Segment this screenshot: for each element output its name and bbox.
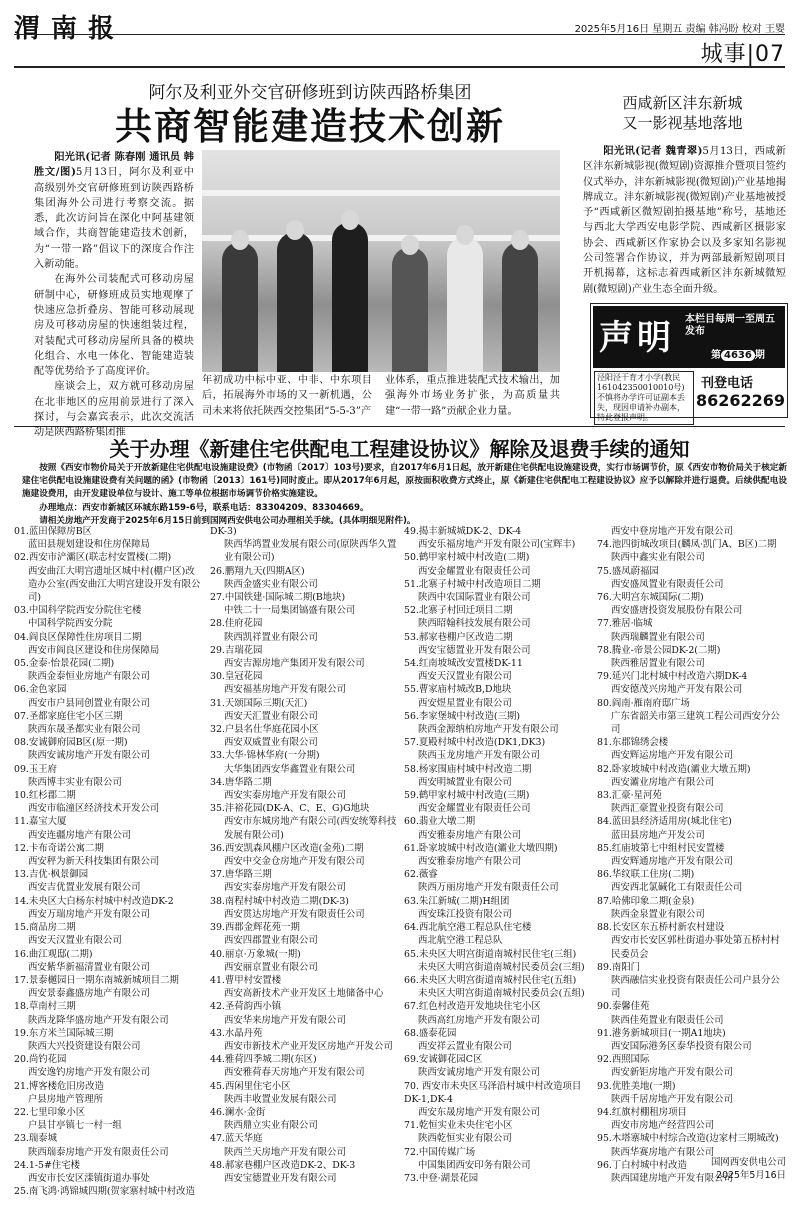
header-rule-bottom <box>14 66 785 68</box>
project-name: DK-3) <box>210 526 237 537</box>
project-developer: 西安景泰鑫盛房地产有限公司 <box>28 988 150 1000</box>
section-rule <box>14 426 785 427</box>
project-developer: 西安四郡置业有限公司 <box>224 935 318 947</box>
project-developer: 西安紫华新福清置业有限公司 <box>28 961 150 973</box>
project-name: 09.玉王府 <box>14 763 58 775</box>
photo-figure-head <box>231 230 249 250</box>
project-name: 81.东郡锦绣会楼 <box>597 737 669 749</box>
project-developer: 陕西大兴投资建设有限公司 <box>28 1040 141 1052</box>
project-name: 55.曹家庙村城改B,D地块 <box>404 684 512 696</box>
project-name: 95.木塔寨城中村综合改造(边家村三期城改) <box>597 1133 779 1145</box>
project-name: 41.曹甲村安置楼 <box>210 974 282 986</box>
project-name: 43.水晶丹苑 <box>210 1027 263 1039</box>
project-developer: 陕西博丰实业有限公司 <box>28 776 122 788</box>
project-name: 79.延兴门北村城中村改造六期DK-4 <box>597 671 748 683</box>
project-name: 16.曲江观邸(二期) <box>14 948 93 960</box>
project-name: 39.西郡金辉花苑一期 <box>210 922 300 934</box>
project-name: 40.丽京·万象城(一期) <box>210 948 301 960</box>
project-name: 37.唐华路三期 <box>210 869 272 881</box>
project-developer: 户县甘亭镇七一村一组 <box>28 1120 122 1132</box>
project-developer: 陕西国建房地产开发有限公司 <box>611 1172 733 1184</box>
project-developer: 西安金耀置业有限责任公司 <box>418 565 531 577</box>
project-developer: 陕西雅居置业有限公司 <box>611 658 705 670</box>
project-developer: 西安吉源房地产集团开发有限公司 <box>224 658 365 670</box>
project-name: 33.大华·锦林华府(一分期) <box>210 750 320 762</box>
project-developer: 西安贯达房地产开发有限责任公司 <box>224 908 365 920</box>
project-name: 38.南程村城中村改造二期(DK-3) <box>210 895 349 907</box>
article1-paragraph: 在海外公司装配式可移动房屋研制中心，研修班成员实地观摩了快速应急折叠房、智能可移动展现房及可移动房屋的快速组装过程，对装配式可移动房屋所具备的模块化组合、水电一体化、智能建造装配等优势给予了高度评价。 <box>34 274 194 378</box>
project-name: 72.中国传媒广场 <box>404 1146 476 1158</box>
project-developer: 西安宝德置业开发有限公司 <box>418 644 531 656</box>
project-name: 47.蓝天华庭 <box>210 1133 263 1145</box>
project-developer: 西安西北氯碱化工有限责任公司 <box>611 882 743 894</box>
project-developer: 西安双威置业有限公司 <box>224 737 318 749</box>
project-name: 11.嘉宝大厦 <box>14 816 67 828</box>
project-developer: 陕西鼎立实业有限公司 <box>224 1120 318 1132</box>
project-name: 01.蓝田保障房B区 <box>14 526 93 537</box>
project-developer: 陕西中鑫实业有限公司 <box>611 552 705 564</box>
project-name: 85.红庙坡第七中组村民安置楼 <box>597 842 725 854</box>
photo-figure-head <box>511 230 529 250</box>
article3-intro-paragraph: 办理地点：西安市新城区环城东路159-6号，联系电话：83304209、83304669。 <box>39 502 369 513</box>
project-name: 82.卧家坡城中村改造(灞业大墩五期) <box>597 763 751 775</box>
project-name: 14.未央区大白杨东村城中村改造DK-2 <box>14 895 174 907</box>
project-name: 42.圣荷韵西小镇 <box>210 1001 282 1013</box>
project-developer: 西安德茂兴房地产开发有限公司 <box>611 684 743 696</box>
project-name: 17.景泰樾园日一期东南城新城项目二期 <box>14 974 179 986</box>
article2-byline: 阳光讯(记者 魏青翠) <box>603 145 703 157</box>
project-developer: 西安天汉置业有限公司 <box>28 935 122 947</box>
section-label: 城事|07 <box>700 42 785 67</box>
project-name: 88.长安区东五桥村新农村建设 <box>597 922 725 934</box>
project-developer: 西安乐福房地产开发有限公司(宝辉丰) <box>418 539 576 551</box>
project-name: 96.丁白村城中村改造 <box>597 1159 687 1171</box>
project-developer: 陕西中农国际置业有限公司 <box>418 592 531 604</box>
project-name: 07.圣都家庭住宅小区三期 <box>14 710 123 722</box>
project-name: 08.安诚御府园B区(原一期) <box>14 737 128 749</box>
project-name: 44.雅荷四季城二期(东区) <box>210 1054 317 1066</box>
project-name: 26.鹏翔九天(四期A区) <box>210 565 305 577</box>
project-name: 54.红南坡城改安置楼DK-11 <box>404 658 523 670</box>
photo-shelf <box>202 235 560 241</box>
project-developer: 陕西瑞泰房地产开发有限责任公司 <box>28 1146 169 1158</box>
project-developer: 西安雅泰房地产有限公司 <box>418 856 522 868</box>
project-name: 34.唐华路二期 <box>210 776 272 788</box>
project-developer: 西安新钜房地产开发有限公司 <box>611 1067 733 1079</box>
project-name: 83.汇豪·星河苑 <box>597 790 662 802</box>
project-name: 74.池四街城改项目(麟凤·凯门A、B区)二期 <box>597 539 777 551</box>
article1-headline: 共商智能建造技术创新 <box>115 105 505 148</box>
project-developer: 西安辉通房地产开发有限公司 <box>611 856 733 868</box>
project-name: 76.大明宫东城国际(二期) <box>597 592 704 604</box>
project-name: 56.李家堡城中村改造(三期) <box>404 710 520 722</box>
project-name: 91.港务新城项目(一期A1地块) <box>597 1027 726 1039</box>
project-developer: 陕西凯祥置业有限公司 <box>224 631 318 643</box>
masthead <box>0 0 799 70</box>
project-developer: 西安雅荷春天房地产开发有限公司 <box>224 1067 365 1079</box>
project-name: 59.鹤甲家村城中村改造(三期) <box>404 790 530 802</box>
project-name: 29.吉瑞花园 <box>210 644 263 656</box>
project-name: 75.盛凤蔚福园 <box>597 565 659 577</box>
project-name: 78.腾业-帝景公园DK-2(二期) <box>597 644 721 656</box>
project-developer: 陕西龙降华盛房地产开发有限公司 <box>28 1014 169 1026</box>
project-developer: 广东省韶关市第三建筑工程公司西安分公司 <box>611 710 780 736</box>
project-developer: 西安天汇置业有限公司 <box>224 710 318 722</box>
project-developer: 西安市阎良区建设和住房保障局 <box>28 644 160 656</box>
project-name: 27.中国铁建·国际城二期(B地块) <box>210 592 346 604</box>
article3-intro-paragraph: 请相关房地产开发商于2025年6月15日前到国网西安供电公司办理相关手续。(具体明细见附件)。 <box>39 515 416 526</box>
notice-phone-number: 86262269 <box>696 391 786 410</box>
project-name: 60.翡业大墩二期 <box>404 816 476 828</box>
article1-paragraph: 阳光讯(记者 陈春刚 通讯员 韩胜文/图)5月13日，阿尔及利亚中高级别外交官研修班到访陕西路桥集团海外公司进行考察交流。据悉，此次访问旨在深化中阿基建领域合作，共商智能建造技术创新，为“一带一路”倡议下的深度合作注入新动能。 <box>34 151 194 271</box>
project-developer: 陕西兰天房地产开发有限公司 <box>224 1146 346 1158</box>
project-developer: 陕西瑞麟置业有限公司 <box>611 631 705 643</box>
project-name: 92.西照国际 <box>597 1054 650 1066</box>
project-developer: 陕西华赛房地产有限公司 <box>611 1146 715 1158</box>
article2-body <box>583 144 786 299</box>
photo-figure <box>332 222 368 372</box>
project-developer: 陕西金泉置业有限公司 <box>611 908 705 920</box>
project-developer: 西安盛唐投资发展股份有限公司 <box>611 605 743 617</box>
project-developer: 西安中交金仓房地产开发有限公司 <box>224 856 365 868</box>
photo-shelf <box>202 190 560 196</box>
notice-word: 声明 <box>599 318 675 358</box>
project-name: 31.天颂国际三期(天汇) <box>210 697 308 709</box>
project-name: 66.未央区大明宫街道南城村民住宅(五组) <box>404 974 577 986</box>
project-name: 73.中登·湖景花园 <box>404 1172 479 1184</box>
project-name: 58.杨家围庙村城中村改造二期 <box>404 763 532 775</box>
project-developer: 西安祥云置业有限公司 <box>418 1040 512 1052</box>
project-developer: 中国科学院西安分院 <box>28 618 113 630</box>
project-developer: 未央区大明宫街道南城村民委员会(三组) <box>418 961 585 973</box>
project-developer: 户县房地产管理所 <box>28 1093 104 1105</box>
project-developer: 西安宝德置业开发有限公司 <box>224 1172 337 1184</box>
project-developer: 蓝田县规划建设和住房保障局 <box>28 539 150 551</box>
project-developer: 西安灞业房地产有限公司 <box>611 776 715 788</box>
project-developer: 陕西高红房地产开发有限公司 <box>418 1014 540 1026</box>
project-developer: 西安市户县同创置业有限公司 <box>28 697 150 709</box>
article2-paragraph: 阳光讯(记者 魏青翠)5月13日，西咸新区沣东新城影视(微短剧)资源推介暨项目签约仪式举办，沣东新城影视(微短剧)产业基地揭牌成立。沣东新城影视(微短剧)产业基地被授予“西咸新区微短剧拍摄基地”称号，基地还与西北大学西安电影学院、西咸新区摄影家协会、西咸新区作家协会以及多家知名影视公司签署合作协议，并为两部最新短剧项目开机揭幕，这标志着西咸新区沣东新城微短剧(微短剧)产业生态全面升级。 <box>583 145 786 295</box>
project-developer: 西安福基房地产开发有限公司 <box>224 684 346 696</box>
project-developer: 陕西金盛实业有限公司 <box>224 578 318 590</box>
article1-column <box>385 373 560 417</box>
project-developer: 西安辉运房地产开发有限公司 <box>611 750 733 762</box>
project-developer: 西安明城置业有限公司 <box>418 776 512 788</box>
signature-org: 国网西安供电公司 <box>710 1157 786 1168</box>
project-developer: 西安煜星置业有限公司 <box>418 697 512 709</box>
notice-issue: 第 4636 期 <box>711 350 765 361</box>
project-name: 32.户县名仕华庭花园小区 <box>210 724 319 736</box>
notice-signature <box>650 1156 786 1182</box>
notice-schedule: 本栏目每周一至周五发布 <box>685 314 775 337</box>
project-name: 69.安诚御花园C区 <box>404 1054 483 1066</box>
project-developer: 西安秤为新天科技集团有限公司 <box>28 856 160 868</box>
project-developer: 西安高新技术产业开发区土地储备中心 <box>224 988 384 1000</box>
project-name: 67.红色村改造开发地块住宅小区 <box>404 1001 541 1013</box>
project-developer: 陕西华鸿置业发展有限公司(原陕西华久置业有限公司) <box>224 539 397 564</box>
project-name: 30.皇冠花园 <box>210 671 263 683</box>
project-developer: 西安实泰房地产开发有限公司 <box>224 882 346 894</box>
project-list-column <box>14 525 204 1198</box>
project-developer: 西安珠江投资有限公司 <box>418 908 512 920</box>
project-developer: 陕西安诚房地产开发有限公司 <box>28 750 150 762</box>
project-name: 62.薇睿 <box>404 869 438 881</box>
photo-figure <box>502 242 538 372</box>
project-developer: 西安盛凤置业有限责任公司 <box>611 578 724 590</box>
project-developer: 陕西汇豪置业投资有限公司 <box>611 803 724 815</box>
article1-photo <box>202 150 560 372</box>
article2-headline <box>580 93 785 133</box>
project-name: 06.金色家园 <box>14 684 67 696</box>
photo-figure-head <box>341 210 359 230</box>
project-name: 87.哈佛印象二期(金泉) <box>597 895 695 907</box>
project-name: 02.西安市浐灞区(联志村安置楼(二期) <box>14 552 172 564</box>
project-developer: 西安连疆房地产有限公司 <box>28 829 132 841</box>
photo-figure <box>222 242 258 372</box>
project-developer: 西北航空港工程总队 <box>418 935 503 947</box>
project-name: 12.卡布奇诺公寓二期 <box>14 842 104 854</box>
project-name: 52.北寨子村回迁项目二期 <box>404 605 513 617</box>
project-name: 36.西安凯森风棚户区改造(金苑)二期 <box>210 842 364 854</box>
project-name: 65.未央区大明宫街道南城村民住宅(三组) <box>404 948 577 960</box>
project-name: 25.南飞鸿·鸿锦城四期(贺家寨村城中村改造 <box>14 1186 195 1198</box>
article1-paragraph: 座谈会上，双方就可移动房屋在北非地区的应用前景进行了深入探讨，与会嘉宾表示，此次交流活动是陕西路桥集团推 <box>34 381 194 439</box>
photo-figure-head <box>456 225 474 245</box>
project-name: 94.红旗村棚租房项目 <box>597 1106 687 1118</box>
project-developer: 陕西安诚房地产开发有限公司 <box>418 1067 540 1079</box>
project-name: 68.盛泰花园 <box>404 1027 457 1039</box>
project-developer: 陕西佳苑置业有限责任公司 <box>611 1014 724 1026</box>
project-developer: 中铁二十一局集团镐盛有限公司 <box>224 605 356 617</box>
project-developer: 西安天汉置业有限公司 <box>418 671 512 683</box>
notice-phone-label: 刊登电话 <box>701 376 754 391</box>
project-developer: 西安丽京置业有限公司 <box>224 961 318 973</box>
project-developer: 西安逸钓房地产开发有限公司 <box>28 1067 150 1079</box>
project-developer: 陕西丰收置业发展有限公司 <box>224 1093 337 1105</box>
project-developer: 西安市东城房地产有限公司(西安统筹科技发展有限公司) <box>224 816 397 841</box>
signature-date: 2025年5月16日 <box>716 1170 786 1181</box>
project-name: 53.郝家巷棚户区改造二期 <box>404 631 513 643</box>
project-developer: 西安金耀置业有限责任公司 <box>418 803 531 815</box>
photo-figure-head <box>401 235 419 255</box>
newspaper-logo: 渭 南 报 <box>14 14 116 44</box>
article3-intro <box>22 462 787 528</box>
project-name: 21.博客楼危旧房改造 <box>14 1080 104 1092</box>
article3-headline: 关于办理《新建住宅供配电工程建设协议》解除及退费手续的通知 <box>109 437 690 461</box>
header-rule <box>14 34 785 35</box>
project-list-column <box>210 525 400 1185</box>
project-name: 70. 西安市未央区马泽沿村城中村改造项目DK-1,DK-4 <box>404 1080 582 1105</box>
project-list-column <box>597 525 787 1185</box>
project-name: 23.瑞泰城 <box>14 1133 58 1145</box>
project-name: 48.郝家巷棚户区改造DK-2、DK-3 <box>210 1159 356 1171</box>
project-name: 71.乾恒实业未央住宅小区 <box>404 1120 513 1132</box>
article1-column <box>202 373 372 417</box>
project-developer: 陕西千居房地产开发有限公司 <box>611 1093 733 1105</box>
project-name: 93.优胜美地(一期) <box>597 1080 676 1092</box>
article2-headline-line: 西咸新区沣东新城 <box>622 94 743 112</box>
article1-column <box>34 150 194 439</box>
project-name: 35.沣裕花园(DK-A、C、E、G)G地块 <box>210 803 370 815</box>
project-name: 61.卧家坡城中村改造(灞业大墩四期) <box>404 842 558 854</box>
project-name: 64.西北航空港工程总队住宅楼 <box>404 922 532 934</box>
project-developer: 陕西万丽房地产开发有限责任公司 <box>418 882 559 894</box>
project-developer: 蓝田县房地产开发公司 <box>611 829 705 841</box>
project-developer: 西安万瑞房地产开发有限公司 <box>28 908 150 920</box>
project-name: 15.商品房二期 <box>14 922 76 934</box>
project-name: 19.东方米兰国际城三期 <box>14 1027 114 1039</box>
article1-paragraph: 年初成功中标中亚、中非、中东项目后，拓展海外市场的又一新机遇，公司未来将依托陕西交控集团“5-5-3”产 <box>202 375 372 417</box>
project-developer: 西安雅泰房地产有限公司 <box>418 829 522 841</box>
project-developer: 陕西玉龙房地产开发有限公司 <box>418 750 540 762</box>
project-developer: 陕西金源纳柏房地产开发有限公司 <box>418 724 559 736</box>
project-name: 20.尚钓花园 <box>14 1054 67 1066</box>
notice-item: 泾阳泾干育才小学(教民161042350010010号)不慎将办学许可证副本丢失，现因申请补办副本，特此登报声明。 <box>594 371 694 425</box>
project-name: 89.南阳门 <box>597 961 641 973</box>
project-developer: 陕西东晟圣都实业有限公司 <box>28 724 141 736</box>
project-name: 22.七里印象小区 <box>14 1106 86 1118</box>
project-developer: 西安东晟房地产开发有限公司 <box>418 1106 540 1118</box>
photo-figure <box>392 247 428 372</box>
project-developer: 西安市长安区郭杜街道办事处第五桥村村民委员会 <box>611 935 780 960</box>
article1-byline: 阳光讯(记者 陈春刚 通讯员 韩胜文/图) <box>34 151 194 179</box>
project-name: 86.华纹联工住房(二期) <box>597 869 695 881</box>
project-developer: 陕西融信实业投资有限责任公司户县分公司 <box>611 974 780 1000</box>
project-developer: 西安曲江大明宫遗址区城中村(棚户区)改造办公室(西安曲江大明宫建设开发有限公司) <box>28 565 201 604</box>
notice-banner <box>593 306 785 368</box>
project-name: 45.西闲里住宅小区 <box>210 1080 291 1092</box>
project-developer: 陕西金泰恒业房地产有限公司 <box>28 671 150 683</box>
project-name: 51.北寨子村城中村改造项目二期 <box>404 578 541 590</box>
project-name: 77.雅居·临城 <box>597 618 653 630</box>
project-developer: 西安吉优置业发展有限公司 <box>28 882 141 894</box>
project-name: 13.吉优·枫景御园 <box>14 869 89 881</box>
article2-headline-line: 又一影视基地落地 <box>622 114 743 132</box>
dateline: 2025年5月16日 星期五 责编 韩冯盼 校对 王婴 <box>574 24 785 35</box>
photo-figure-head <box>286 220 304 240</box>
photo-figure <box>447 237 483 372</box>
project-list-column <box>404 525 594 1185</box>
project-name: 18.草南村三期 <box>14 1001 76 1013</box>
project-name: 63.朱江新城(二期)H组团 <box>404 895 510 907</box>
project-developer: 西安实泰房地产开发有限公司 <box>224 790 346 802</box>
project-name: 84.蓝田县经济适用房(城北住宅) <box>597 816 732 828</box>
project-name: 04.阎良区保障性住房项目二期 <box>14 631 142 643</box>
article1-kicker: 阿尔及利亚外交官研修班到访陕西路桥集团 <box>148 83 472 103</box>
project-name: 24.1-5#住宅楼 <box>14 1159 80 1171</box>
article1-paragraph: 业体系，重点推进装配式技术输出，加强海外市场业务扩张，为高质量共建“一带一路”贡献企业力量。 <box>385 375 560 417</box>
project-developer: 西安国际港务区泰华投资有限公司 <box>611 1040 752 1052</box>
project-developer: 西安市新技术产业开发区房地产开发公司 <box>224 1040 393 1052</box>
project-developer: 中国集团西安印务有限公司 <box>418 1159 531 1171</box>
project-developer: 西安市长安区滦镇街道办事处 <box>28 1172 150 1184</box>
project-name: 50.鹤甲家村城中村改造(二期) <box>404 552 530 564</box>
project-developer: 陕西昭翰科技发展有限公司 <box>418 618 531 630</box>
project-developer: 西安市临潼区经济技术开发公司 <box>28 803 160 815</box>
article3-intro-paragraph: 按照《西安市物价局关于开放新建住宅供配电设施建设费》(市物函〔2017〕103号)要求，自2017年6月1日起，放开新建住宅供配电设施建设费，实行市场调节价，原《西安市物价局关于核定新建住宅供配电设施建设费有关问题的函》(市物函〔2013〕161号)同时废止。即从2017年6月起，原按面积收费方式终止，原《新建住宅供配电工程建设协议》应予以解除并进行退费。后续供配电设施建设费用，由开发建设单位与设计、施工等单位根据市场调节价格实施建设。 <box>22 463 787 500</box>
project-developer: 陕西乾恒实业有限公司 <box>418 1133 512 1145</box>
project-name: 05.金泰·怡景花园(二期) <box>14 658 115 670</box>
project-name: 57.夏殿村城中村改造(DK1,DK3) <box>404 737 546 749</box>
project-name: 03.中国科学院西安分院住宅楼 <box>14 605 142 617</box>
project-developer: 西安市房地产经营四公司 <box>611 1120 715 1132</box>
notice-issue-number: 4636 <box>721 350 755 361</box>
project-developer: 未央区大明宫街道南城村民委员会(五组) <box>418 988 585 1000</box>
project-name: 90.泰馨佳苑 <box>597 1001 650 1013</box>
project-developer: 西安中登房地产开发有限公司 <box>611 526 733 537</box>
project-name: 80.阎南·雁南府邸广场 <box>597 697 690 709</box>
project-developer: 西安华来房地产开发有限公司 <box>224 1014 346 1026</box>
project-name: 49.揭丰新城城DK-2、DK-4 <box>404 526 522 537</box>
project-name: 28.佳府花园 <box>210 618 263 630</box>
classified-notice <box>590 303 788 422</box>
photo-figure <box>277 232 313 372</box>
project-developer: 大华集团西安华鑫置业有限公司 <box>224 763 356 775</box>
project-name: 10.红杉郡二期 <box>14 790 76 802</box>
project-name: 46.澜水·金街 <box>210 1106 266 1118</box>
